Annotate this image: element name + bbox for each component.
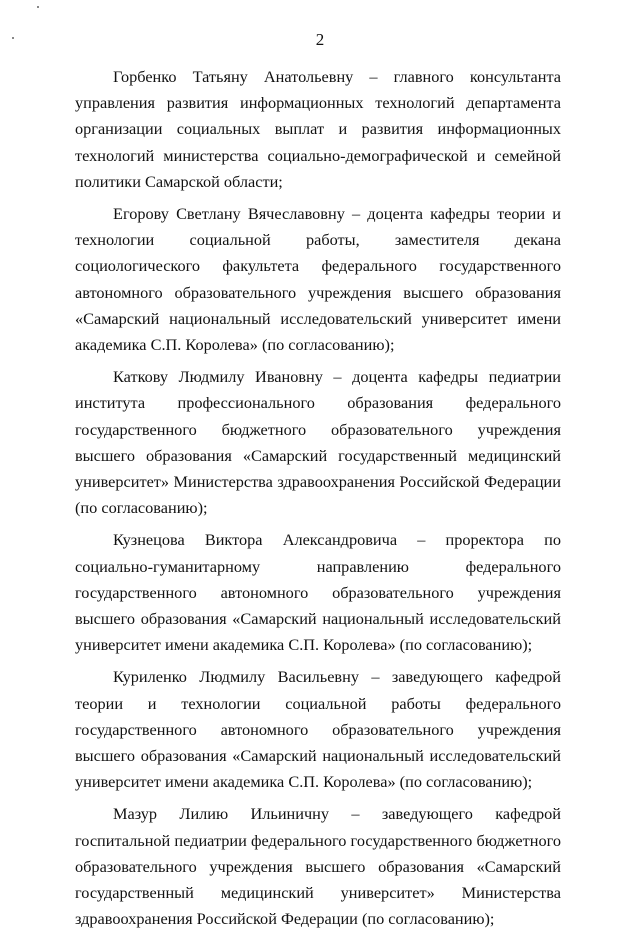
paragraph-kuznetsov: Кузнецова Виктора Александровича – проректора по социально-гуманитарному направлению федерального государственного автономного образовательного учреждения высшего образования «Самарский национальный исследовательский университет имени академика С.П. Королева» (по согласованию); <box>75 530 561 655</box>
page-number: 2 <box>315 30 325 49</box>
paragraph-kurilenko: Куриленко Людмилу Васильевну – заведующего кафедрой теории и технологии социальной работы федерального государственного автономного образовательного учреждения высшего образования «Самарский национальный исследовательский университет имени академика С.П. Королева» (по согласованию); <box>75 667 561 792</box>
paragraph-katkova: Каткову Людмилу Ивановну – доцента кафедры педиатрии института профессионального образования федерального государственного бюджетного образовательного учреждения высшего образования «Самарский государственный медицинский университет» Министерства здравоохранения Российской Федерации (по согласованию); <box>75 367 561 518</box>
paragraph-egorova: Егорову Светлану Вячеславовну – доцента кафедры теории и технологии социальной работы, заместителя декана социологического факультета федерального государственного автономного образовательного учреждения высшего образования «Самарский национальный исследовательский университет имени академика С.П. Королева» (по согласованию); <box>75 204 561 355</box>
document-body <box>75 64 561 939</box>
scan-speck <box>37 6 39 8</box>
paragraph-mazur: Мазур Лилию Ильиничну – заведующего кафедрой госпитальной педиатрии федерального государственного бюджетного образовательного учреждения высшего образования «Самарский государственный медицинский университет» Министерства здравоохранения Российской Федерации (по согласованию); <box>75 804 561 929</box>
paragraph-gorbenko: Горбенко Татьяну Анатольевну – главного консультанта управления развития информационных технологий департамента организации социальных выплат и развития информационных технологий министерства социально-демографической и семейной политики Самарской области; <box>75 67 561 191</box>
